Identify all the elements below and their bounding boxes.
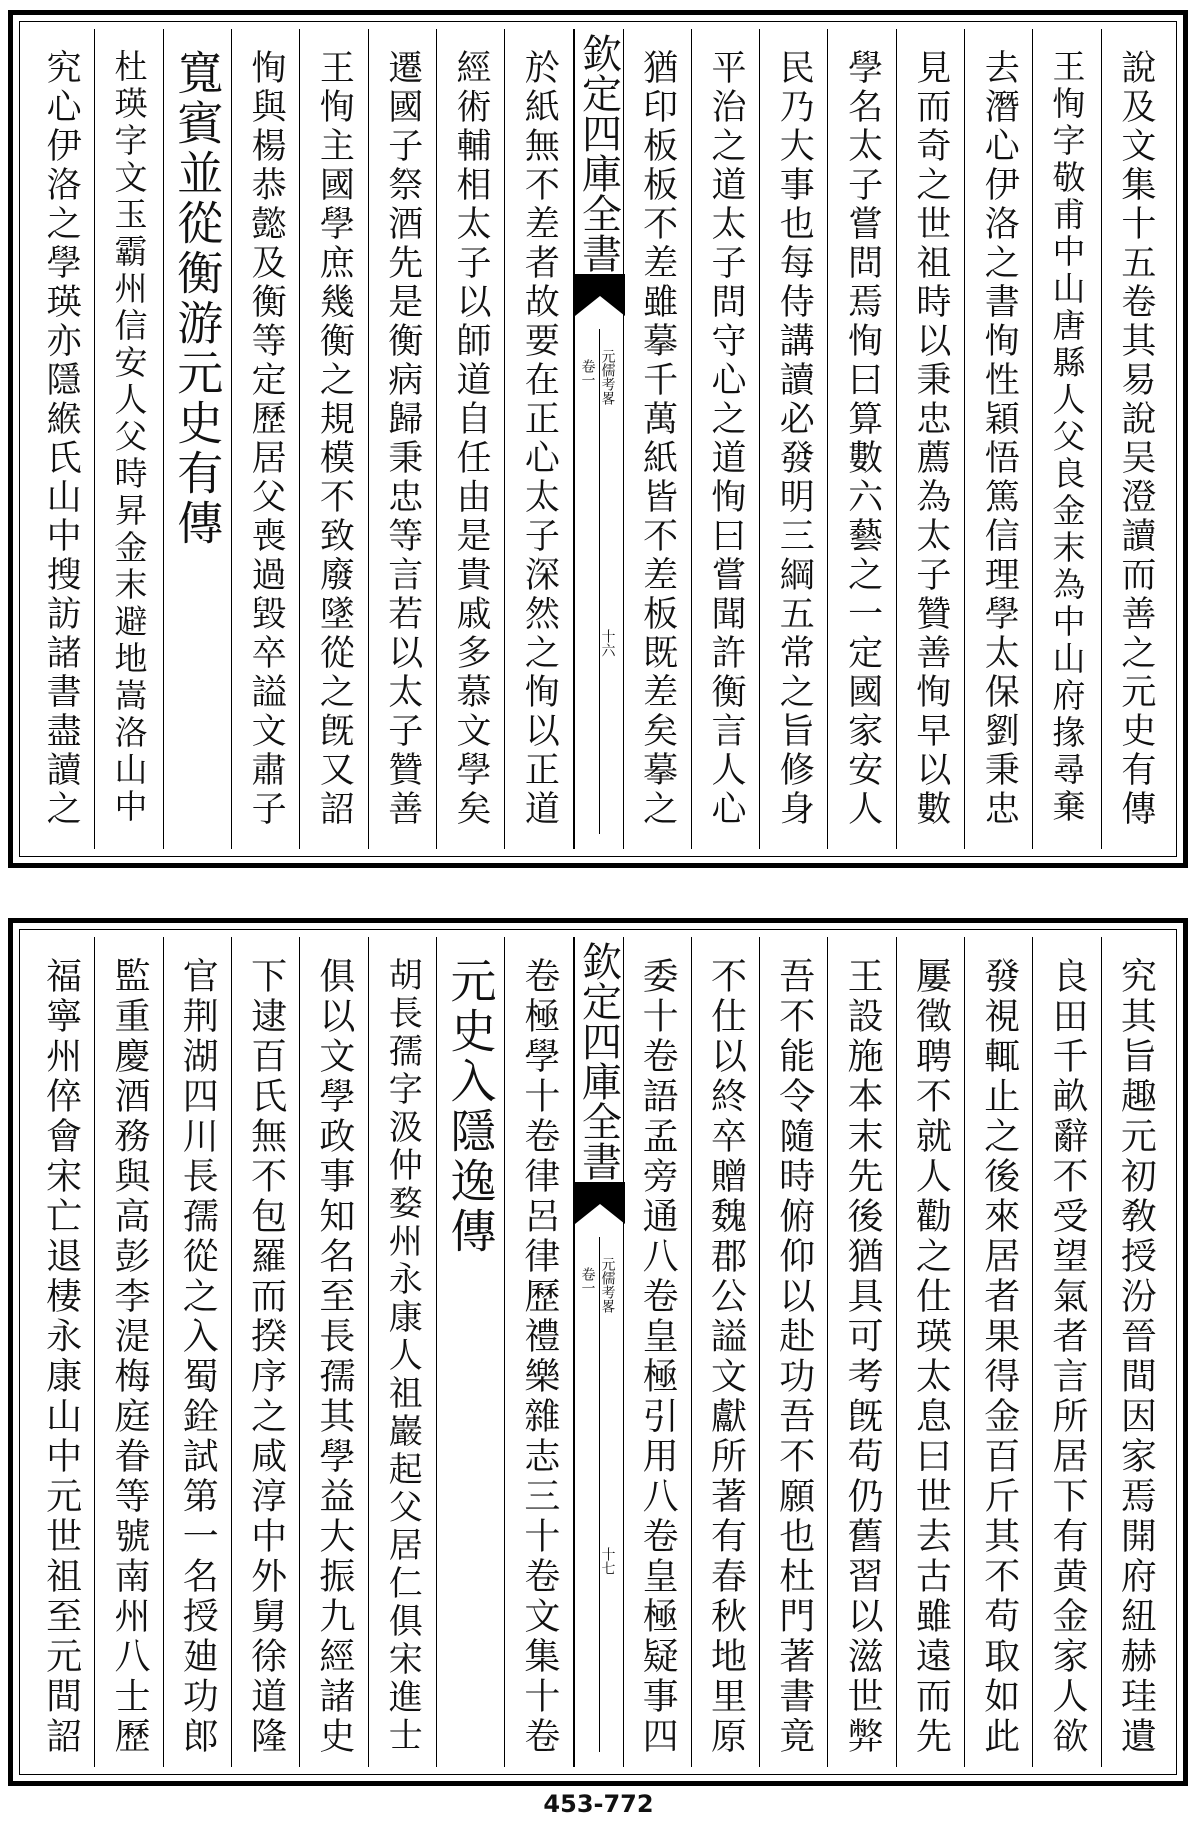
collection-title: 欽定四庫全書 bbox=[575, 941, 622, 1181]
text-column: 發視輒止之後來居者果得金百斤其不苟取如此 bbox=[964, 937, 1032, 1767]
text-column: 學名太子嘗問焉恂曰算數六藝之一定國家安人 bbox=[827, 29, 895, 849]
text-column: 平治之道太子問守心之道恂曰嘗聞許衡言人心 bbox=[691, 29, 759, 849]
text-column: 屢徵聘不就人勸之仕瑛太息曰世去古雖遠而先 bbox=[896, 937, 964, 1767]
book-title: 元儒考畧 bbox=[599, 1257, 616, 1313]
text-column: 元史入隱逸傳 bbox=[436, 937, 504, 1767]
leaf-number: 十七 bbox=[599, 1547, 616, 1575]
text-column: 恂與楊恭懿及衡等定歷居父喪過毀卒謚文肅子 bbox=[231, 29, 299, 849]
text-column: 究其旨趣元初敎授汾晉間因家焉開府紐赫珪遺 bbox=[1101, 937, 1169, 1767]
text-column: 於紙無不差者故要在正心太子深然之恂以正道 bbox=[504, 29, 572, 849]
book-title: 元儒考畧 bbox=[599, 349, 616, 405]
text-column: 福寧州倅會宋亡退棲永康山中元世祖至元間詔 bbox=[40, 957, 82, 1757]
text-column: 委十卷語孟旁通八卷皇極引用八卷皇極疑事四 bbox=[623, 937, 691, 1767]
text-column: 杜瑛字文玉霸州信安人父時昇金末避地嵩洛山中 bbox=[94, 29, 162, 849]
text-column: 猶印板板不差雖摹千萬紙皆不差板既差矣摹之 bbox=[623, 29, 691, 849]
text-column: 見而奇之世祖時以秉忠薦為太子贊善恂早以數 bbox=[896, 29, 964, 849]
text-column: 卷極學十卷律呂律歷禮樂雜志三十卷文集十卷 bbox=[504, 937, 572, 1767]
center-fold-column bbox=[573, 29, 623, 849]
text-column: 民乃大事也每侍講讀必發明三綱五常之旨修身 bbox=[759, 29, 827, 849]
fishtail-mark-icon bbox=[575, 1182, 625, 1230]
text-column: 說及文集十五卷其易說吴澄讀而善之元史有傳 bbox=[1101, 29, 1169, 849]
text-column: 王設施本末先後猶具可考旣苟仍舊習以滋世弊 bbox=[827, 937, 895, 1767]
volume-label: 卷一 bbox=[579, 359, 596, 387]
text-column: 良田千畝辭不受望氣者言所居下有黄金家人欲 bbox=[1032, 937, 1100, 1767]
text-column: 究心伊洛之學瑛亦隱緱氏山中搜訪諸書盡讀之 bbox=[41, 49, 82, 829]
text-column: 下逮百氏無不包羅而揆序之咸淳中外舅徐道隆 bbox=[231, 937, 299, 1767]
text-column: 王恂字敬甫中山唐縣人父良金末為中山府掾尋棄 bbox=[1032, 29, 1100, 849]
fold-line bbox=[599, 1237, 600, 1752]
text-column: 胡長孺字汲仲婺州永康人祖巖起父居仁俱宋進士 bbox=[368, 937, 436, 1767]
text-column: 寬賓並從衡游元史有傳 bbox=[163, 29, 231, 849]
text-column: 吾不能令隨時俯仰以赴功吾不願也杜門著書竟 bbox=[759, 937, 827, 1767]
text-column: 俱以文學政事知名至長孺其學益大振九經諸史 bbox=[299, 937, 367, 1767]
text-column: 不仕以終卒贈魏郡公謚文獻所著有春秋地里原 bbox=[691, 937, 759, 1767]
text-column: 官荆湖四川長孺從之入蜀銓試第一名授廸功郎 bbox=[163, 937, 231, 1767]
text-column: 遷國子祭酒先是衡病歸秉忠等言若以太子贊善 bbox=[368, 29, 436, 849]
bottom-page-columns bbox=[27, 937, 1169, 1767]
text-column: 去潛心伊洛之書恂性穎悟篤信理學太保劉秉忠 bbox=[964, 29, 1032, 849]
text-column: 經術輔相太子以師道自任由是貴戚多慕文學矣 bbox=[436, 29, 504, 849]
fishtail-mark-icon bbox=[575, 274, 625, 322]
volume-label: 卷一 bbox=[579, 1267, 596, 1295]
top-page-columns bbox=[27, 29, 1169, 849]
page-number: 453-772 bbox=[543, 1790, 654, 1818]
top-page-frame bbox=[8, 10, 1188, 868]
text-column: 王恂主國學庶幾衡之規模不致廢墜從之旣又詔 bbox=[299, 29, 367, 849]
leaf-number: 十六 bbox=[599, 629, 616, 657]
collection-title: 欽定四庫全書 bbox=[575, 33, 622, 273]
bottom-page-frame bbox=[8, 918, 1188, 1786]
center-fold-column bbox=[573, 937, 623, 1767]
text-column: 監重慶酒務與高彭李湜梅庭眷等號南州八士歷 bbox=[94, 937, 162, 1767]
